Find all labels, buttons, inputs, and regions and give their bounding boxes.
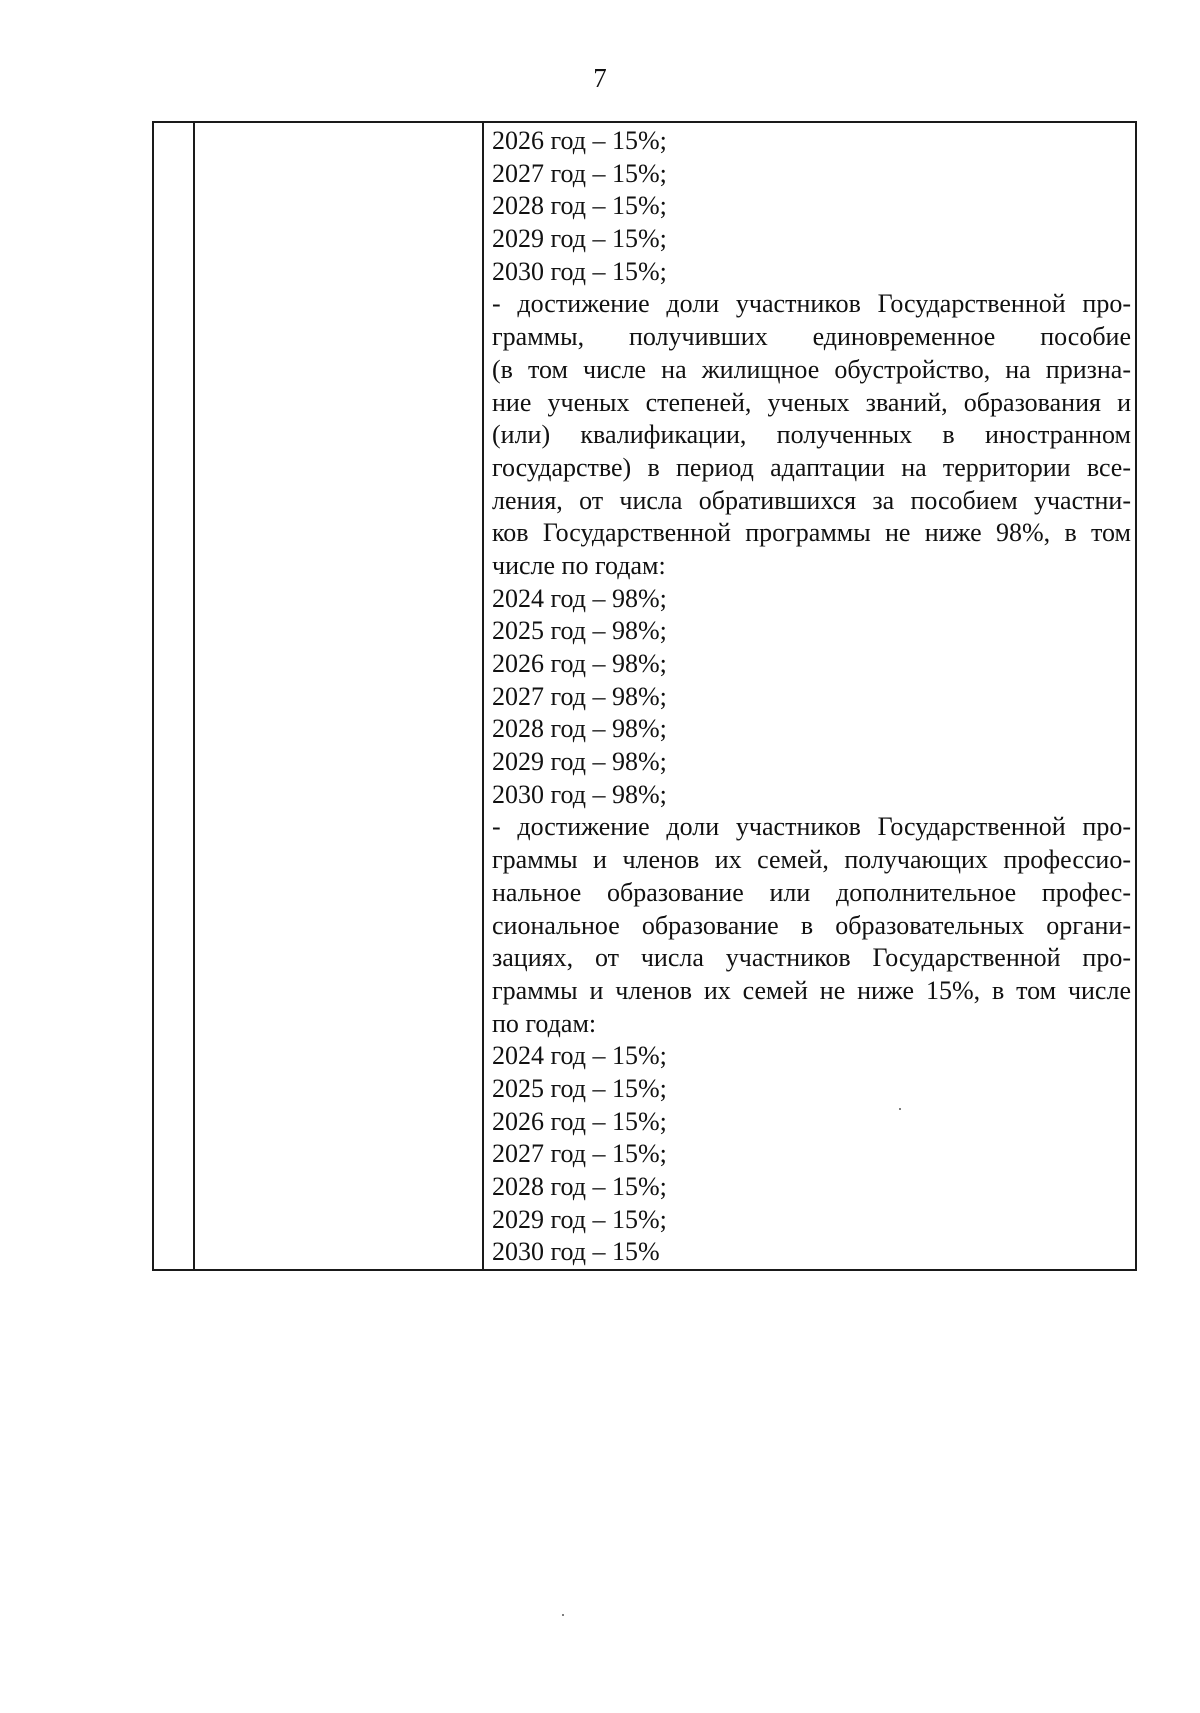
text-line: граммы и членов их семей не ниже 15%, в том числе (492, 975, 1131, 1005)
text-line: граммы и членов их семей, получающих профессио- (492, 845, 1131, 875)
text-line: ков Государственной программы не ниже 98%, в том (492, 518, 1131, 548)
table-row (153, 122, 1136, 1270)
text-line: 2027 год – 15%; (492, 1139, 667, 1169)
number-column-cell (153, 122, 194, 1270)
text-line: ления, от числа обратившихся за пособием участни- (492, 485, 1131, 515)
parameter-name-cell (194, 122, 483, 1270)
text-line: (в том числе на жилищное обустройство, на призна- (492, 354, 1131, 384)
text-line: ние ученых степеней, ученых званий, образования и (492, 387, 1131, 417)
scan-artifact-dot (899, 1108, 901, 1110)
text-line: 2026 год – 15%; (492, 126, 667, 155)
text-line: 2028 год – 15%; (492, 191, 667, 221)
text-line: государстве) в период адаптации на территории все- (492, 452, 1131, 482)
text-line: - достижение доли участников Государственной про- (492, 812, 1131, 842)
text-line: нальное образование или дополнительное профес- (492, 877, 1131, 907)
text-line: 2027 год – 15%; (492, 158, 667, 188)
text-line: 2024 год – 98%; (492, 583, 667, 613)
text-line: 2030 год – 15% (492, 1237, 660, 1267)
text-line: по годам: (492, 1008, 597, 1038)
text-line: 2029 год – 15%; (492, 224, 667, 254)
text-line: 2030 год – 15%; (492, 256, 667, 286)
text-line: 2025 год – 98%; (492, 616, 667, 646)
indicator-text-block (492, 125, 1131, 1269)
text-line: 2029 год – 98%; (492, 747, 667, 777)
text-line: (или) квалификации, полученных в иностранном (492, 420, 1131, 450)
text-line: 2026 год – 98%; (492, 649, 667, 678)
scan-artifact-dot (562, 1614, 564, 1616)
text-line: 2024 год – 15%; (492, 1041, 667, 1071)
text-line: 2026 год – 15%; (492, 1106, 667, 1136)
program-indicators-table (152, 121, 1137, 1271)
text-line: 2028 год – 15%; (492, 1172, 667, 1201)
text-line: 2027 год – 98%; (492, 681, 667, 711)
text-line: числе по годам: (492, 550, 666, 580)
text-line: 2029 год – 15%; (492, 1204, 667, 1234)
indicator-values-cell (483, 122, 1136, 1270)
text-line: 2030 год – 98%; (492, 779, 667, 809)
text-line: зациях, от числа участников Государственной про- (492, 943, 1131, 973)
text-line: 2025 год – 15%; (492, 1073, 667, 1103)
page-number: 7 (593, 63, 607, 93)
text-line: сиональное образование в образовательных органи- (492, 910, 1131, 940)
text-line: граммы, получивших единовременное пособие (492, 322, 1131, 352)
text-line: - достижение доли участников Государственной про- (492, 289, 1131, 319)
text-line: 2028 год – 98%; (492, 714, 667, 744)
